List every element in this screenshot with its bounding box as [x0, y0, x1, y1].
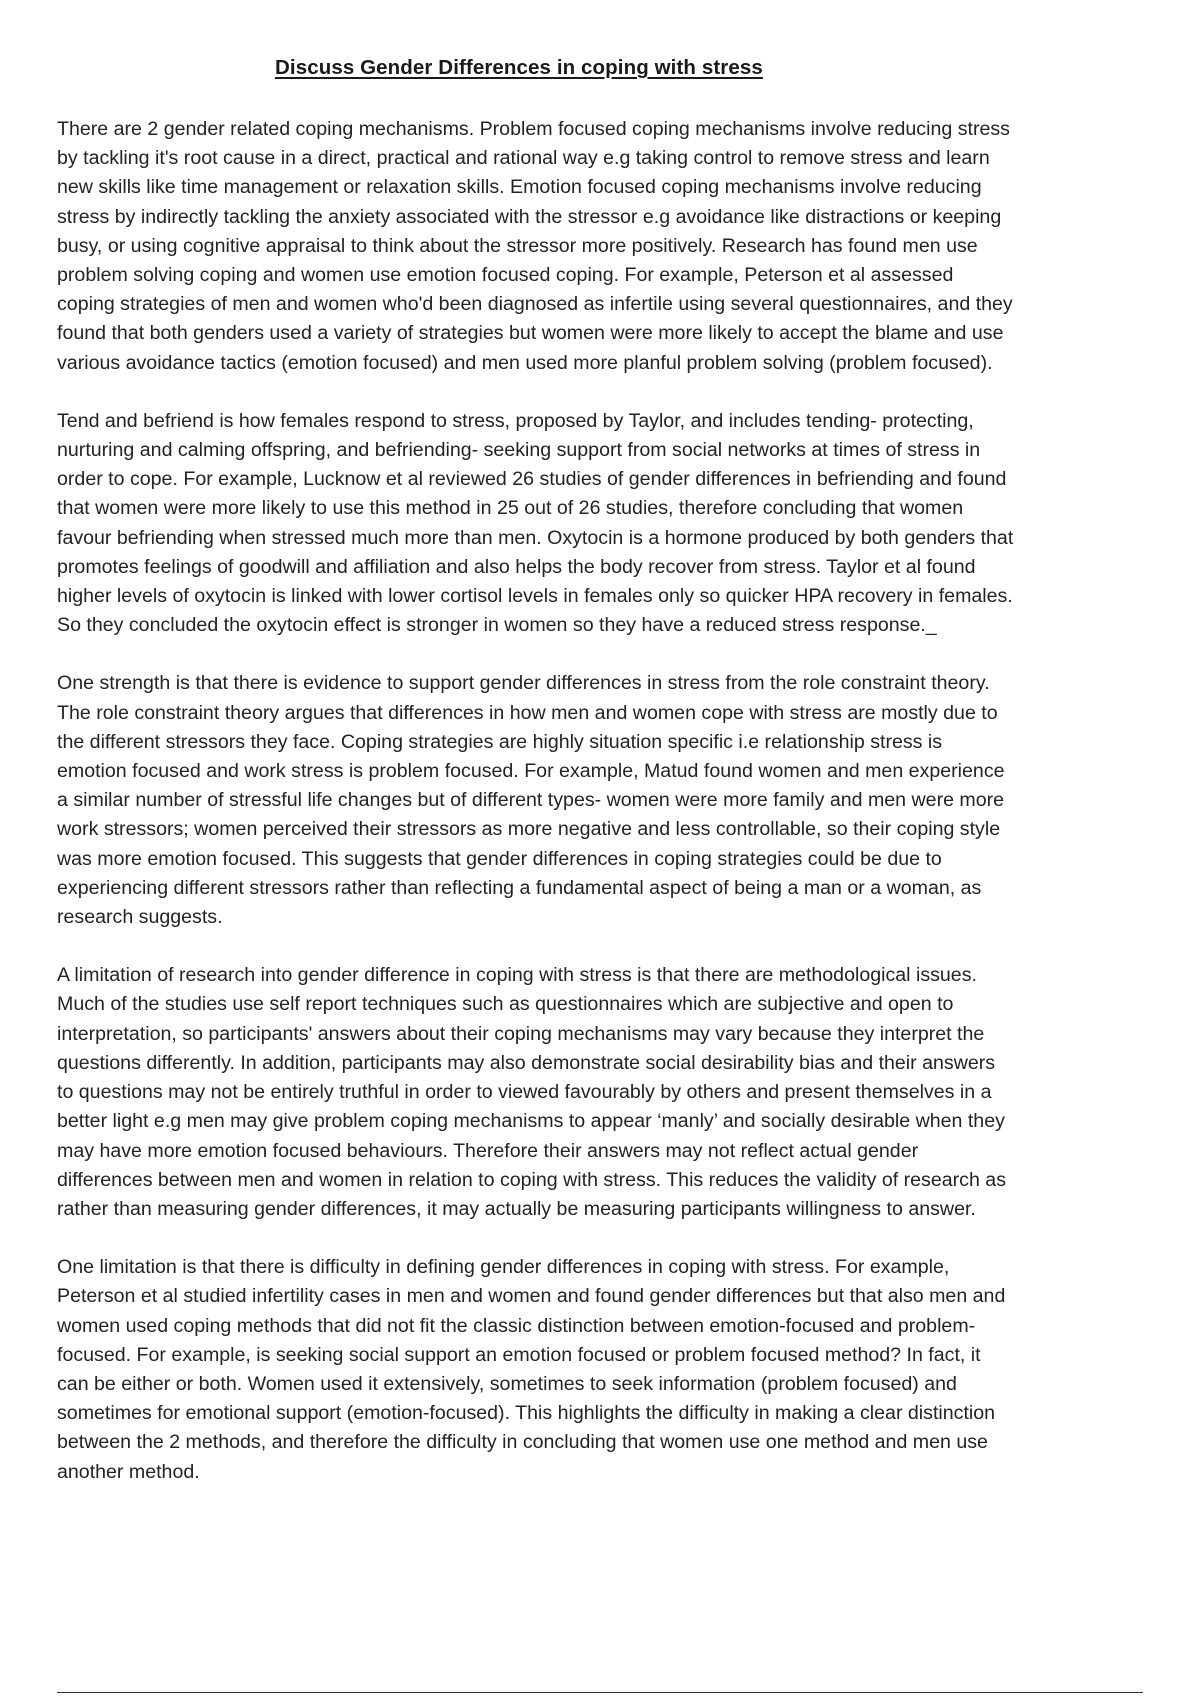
text-line: So they concluded the oxytocin effect is stronger in women so they have a reduced stress response._	[57, 614, 937, 637]
text-line: another method.	[57, 1460, 200, 1483]
paragraph-coping-mechanisms	[57, 115, 1147, 378]
text-line: new skills like time management or relaxation skills. Emotion focused coping mechanisms involve reducing	[57, 176, 982, 199]
text-line: interpretation, so participants' answers about their coping mechanisms may vary because they interpret the	[57, 1022, 985, 1045]
text-line: various avoidance tactics (emotion focused) and men used more planful problem solving (problem focused).	[57, 351, 993, 374]
text-line: A limitation of research into gender difference in coping with stress is that there are methodological issues.	[57, 964, 977, 987]
text-line: the different stressors they face. Coping strategies are highly situation specific i.e relationship stress is	[57, 730, 943, 753]
text-line: Much of the studies use self report techniques such as questionnaires which are subjective and open to	[57, 993, 954, 1016]
paragraph-methodological-limitation	[57, 961, 1147, 1224]
text-line: by tackling it's root cause in a direct, practical and rational way e.g taking control to remove stress and learn	[57, 147, 990, 170]
text-line: questions differently. In addition, participants may also demonstrate social desirability bias and their answers	[57, 1051, 996, 1074]
text-line: nurturing and calming offspring, and befriending- seeking support from social networks at times of stress in	[57, 439, 981, 462]
text-line: work stressors; women perceived their stressors as more negative and less controllable, so their coping style	[57, 818, 1001, 841]
text-line: Peterson et al studied infertility cases in men and women and found gender differences but that also men and	[57, 1285, 1006, 1308]
text-line: differences between men and women in relation to coping with stress. This reduces the validity of research as	[57, 1168, 1006, 1191]
text-line: that women were more likely to use this method in 25 out of 26 studies, therefore concluding that women	[57, 497, 964, 520]
text-line: busy, or using cognitive appraisal to think about the stressor more positively. Research has found men use	[57, 234, 978, 257]
footer-divider	[57, 1692, 1143, 1693]
text-line: experiencing different stressors rather than reflecting a fundamental aspect of being a man or a woman, as	[57, 876, 982, 899]
text-line: stress by indirectly tackling the anxiety associated with the stressor e.g avoidance like distractions or keeping	[57, 205, 1002, 228]
text-line: a similar number of stressful life changes but of different types- women were more family and men were more	[57, 789, 1005, 812]
text-line: can be either or both. Women used it extensively, sometimes to seek information (problem focused) and	[57, 1372, 957, 1395]
text-line: higher levels of oxytocin is linked with lower cortisol levels in females only so quicker HPA recovery in females.	[57, 585, 1013, 608]
text-line: was more emotion focused. This suggests that gender differences in coping strategies could be due to	[57, 847, 942, 870]
text-line: sometimes for emotional support (emotion-focused). This highlights the difficulty in making a clear distinction	[57, 1402, 996, 1425]
text-line: problem solving coping and women use emotion focused coping. For example, Peterson et al assessed	[57, 264, 954, 287]
text-line: promotes feelings of goodwill and affiliation and also helps the body recover from stress. Taylor et al found	[57, 555, 976, 578]
document-body	[57, 115, 1147, 1516]
text-line: coping strategies of men and women who'd been diagnosed as infertile using several questionnaires, and they	[57, 293, 1013, 316]
page-title: Discuss Gender Differences in coping with stress	[275, 56, 763, 79]
text-line: better light e.g men may give problem coping mechanisms to appear ‘manly’ and socially desirable when they	[57, 1110, 1005, 1133]
text-line: between the 2 methods, and therefore the difficulty in concluding that women use one method and men use	[57, 1431, 988, 1454]
text-line: One limitation is that there is difficulty in defining gender differences in coping with stress. For example,	[57, 1256, 950, 1279]
text-line: found that both genders used a variety of strategies but women were more likely to accept the blame and use	[57, 322, 1004, 345]
text-line: emotion focused and work stress is problem focused. For example, Matud found women and men experience	[57, 760, 1005, 783]
text-line: focused. For example, is seeking social support an emotion focused or problem focused method? In fact, it	[57, 1343, 981, 1366]
text-line: rather than measuring gender differences, it may actually be measuring participants willingness to answer.	[57, 1197, 976, 1220]
paragraph-definition-limitation	[57, 1253, 1147, 1487]
text-line: Tend and befriend is how females respond to stress, proposed by Taylor, and includes tending- protecting,	[57, 409, 974, 432]
paragraph-tend-and-befriend	[57, 407, 1147, 641]
paragraph-role-constraint-strength	[57, 669, 1147, 932]
text-line: order to cope. For example, Lucknow et al reviewed 26 studies of gender differences in befriending and found	[57, 468, 1007, 491]
text-line: There are 2 gender related coping mechanisms. Problem focused coping mechanisms involve reducing stress	[57, 118, 1010, 140]
text-line: The role constraint theory argues that differences in how men and women cope with stress are mostly due to	[57, 701, 998, 724]
text-line: may have more emotion focused behaviours. Therefore their answers may not reflect actual gender	[57, 1139, 919, 1162]
text-line: research suggests.	[57, 906, 223, 929]
text-line: One strength is that there is evidence to support gender differences in stress from the role constraint theory.	[57, 672, 990, 695]
text-line: women used coping methods that did not fit the classic distinction between emotion-focused and problem-	[57, 1314, 976, 1337]
text-line: to questions may not be entirely truthful in order to viewed favourably by others and present themselves in a	[57, 1081, 992, 1104]
text-line: favour befriending when stressed much more than men. Oxytocin is a hormone produced by both genders that	[57, 526, 1014, 549]
